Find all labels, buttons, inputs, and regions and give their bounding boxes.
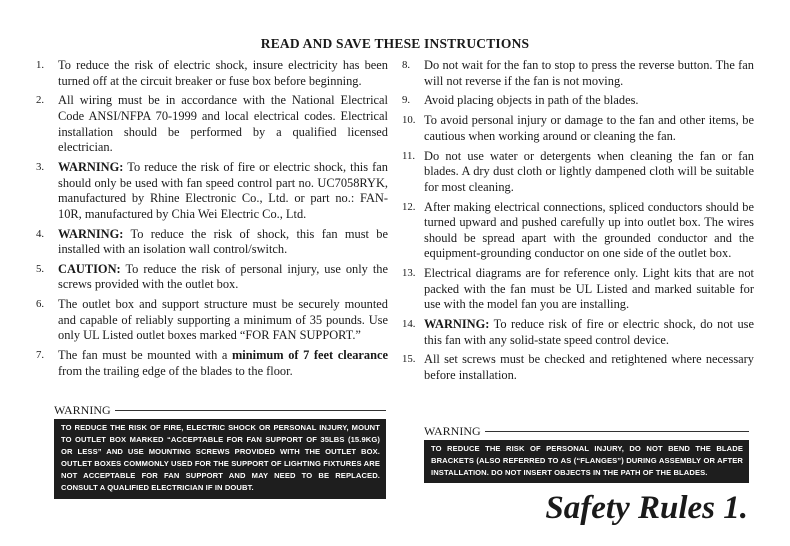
instruction-item <box>402 200 754 262</box>
instruction-item <box>402 58 754 89</box>
instruction-item <box>402 352 754 383</box>
instruction-item <box>36 160 388 222</box>
instruction-item <box>402 93 754 109</box>
item-text: To reduce risk of fire or electric shock, do not use this fan with any solid-state speed control device. <box>424 317 754 347</box>
item-number: 9. <box>402 94 411 107</box>
instruction-item <box>402 149 754 196</box>
page-footer-title: Safety Rules 1. <box>545 490 748 526</box>
warning-text: TO REDUCE THE RISK OF FIRE, ELECTRIC SHOCK OR PERSONAL INJURY, MOUNT TO OUTLET BOX MARKED “ACCEPTABLE FOR FAN SUPPORT OF 35LBS (15.9KG) OR LESS” AND USE MOUNTING SCREWS PROVIDED WITH THE OUTLET BOX. OUTLET BOXES COMMONLY USED FOR THE SUPPORT OF LIGHTING FIXTURES ARE NOT ACCEPTABLE FOR FAN SUPPORT AND MAY NEED TO BE REPLACED. CONSULT A QUALIFIED ELECTRICIAN IF IN DOUBT. <box>54 419 386 499</box>
item-number: 10. <box>402 114 416 127</box>
instructions-list-right <box>402 58 754 384</box>
item-emphasis: CAUTION: <box>58 261 121 276</box>
warning-label: WARNING <box>54 402 111 417</box>
warning-header <box>54 403 386 417</box>
item-text: Do not use water or detergents when cleaning the fan or fan blades. A dry dust cloth or lightly dampened cloth will be suitable for most cleaning. <box>424 148 754 194</box>
item-number: 3. <box>36 160 45 173</box>
page-title: READ AND SAVE THESE INSTRUCTIONS <box>260 36 530 51</box>
item-text: To reduce the risk of personal injury, use only the screws provided with the outlet box. <box>58 261 388 292</box>
item-number: 11. <box>402 149 416 162</box>
item-number: 13. <box>402 267 416 280</box>
item-text: To reduce the risk of shock, this fan must be installed with an isolation wall control/switch. <box>58 226 388 257</box>
instruction-item <box>36 93 388 155</box>
warning-box-right <box>424 424 749 483</box>
warning-rule <box>115 410 386 411</box>
item-number: 1. <box>36 59 45 71</box>
instruction-item <box>36 262 388 293</box>
item-number: 2. <box>36 94 45 107</box>
right-column <box>402 58 754 388</box>
item-text: Do not wait for the fan to stop to press the reverse button. The fan will not reverse if the fan is not moving. <box>424 58 754 88</box>
left-column <box>36 58 388 384</box>
item-number: 15. <box>402 353 416 366</box>
item-emphasis: WARNING: <box>58 226 124 241</box>
item-text: Electrical diagrams are for reference only. Light kits that are not packed with the fan must be UL Listed and marked suitable for use with the model fan you are installing. <box>424 266 754 312</box>
item-text: Avoid placing objects in path of the blades. <box>424 93 639 108</box>
instructions-list-left <box>36 58 388 379</box>
item-text: The fan must be mounted with a <box>58 348 232 363</box>
item-text: All set screws must be checked and retightened where necessary before installation. <box>424 352 754 382</box>
item-number: 7. <box>36 349 45 362</box>
instruction-item <box>36 348 388 379</box>
item-emphasis: WARNING: <box>58 159 124 174</box>
item-text: from the trailing edge of the blades to the floor. <box>58 363 293 378</box>
instruction-item <box>36 227 388 258</box>
item-text: After making electrical connections, spliced conductors should be turned upward and pushed carefully up into outlet box. The wires should be spread apart with the grounded conductor and the equipment-grounding conductor on one side of the outlet box. <box>424 199 754 261</box>
instruction-item <box>36 297 388 344</box>
item-number: 14. <box>402 318 416 331</box>
warning-header <box>424 424 749 438</box>
item-text: To reduce the risk of fire or electric shock, this fan should only be used with fan speed control part no. UC7058RYK, manufactured by Rhine Electronic Co., Ltd. or part no.: FAN-10R, manufactured by Chia Wei Electric Co., Ltd. <box>58 159 388 221</box>
item-text: The outlet box and support structure must be securely mounted and capable of reliably supporting a minimum of 35 pounds. Use only UL Listed outlet boxes marked “FOR FAN SUPPORT.” <box>58 297 388 343</box>
item-text: To reduce the risk of electric shock, insure electricity has been turned off at the circuit breaker or fuse box before beginning. <box>58 58 388 88</box>
warning-label: WARNING <box>424 423 481 438</box>
instruction-item <box>402 266 754 313</box>
warning-text: TO REDUCE THE RISK OF PERSONAL INJURY, DO NOT BEND THE BLADE BRACKETS (ALSO REFERRED TO AS (“FLANGES”) DURING ASSEMBLY OR AFTER INSTALLATION. DO NOT INSERT OBJECTS IN THE PATH OF THE BLADES. <box>424 440 749 483</box>
instruction-item <box>36 58 388 89</box>
instruction-item <box>402 317 754 348</box>
item-number: 8. <box>402 59 411 71</box>
item-number: 12. <box>402 200 416 213</box>
item-emphasis: minimum of 7 feet clearance <box>231 348 389 363</box>
item-number: 6. <box>36 298 45 311</box>
item-emphasis: WARNING: <box>424 317 490 332</box>
instruction-item <box>402 113 754 144</box>
item-text: To avoid personal injury or damage to the fan and other items, be cautious when working around or cleaning the fan. <box>424 113 754 143</box>
item-number: 5. <box>36 262 45 275</box>
item-text: All wiring must be in accordance with the National Electrical Code ANSI/NFPA 70-1999 and local electrical codes. Electrical installation should be performed by a qualified licensed electrician. <box>58 93 388 155</box>
warning-rule <box>485 431 749 432</box>
warning-box-left <box>54 403 386 499</box>
item-number: 4. <box>36 227 45 240</box>
